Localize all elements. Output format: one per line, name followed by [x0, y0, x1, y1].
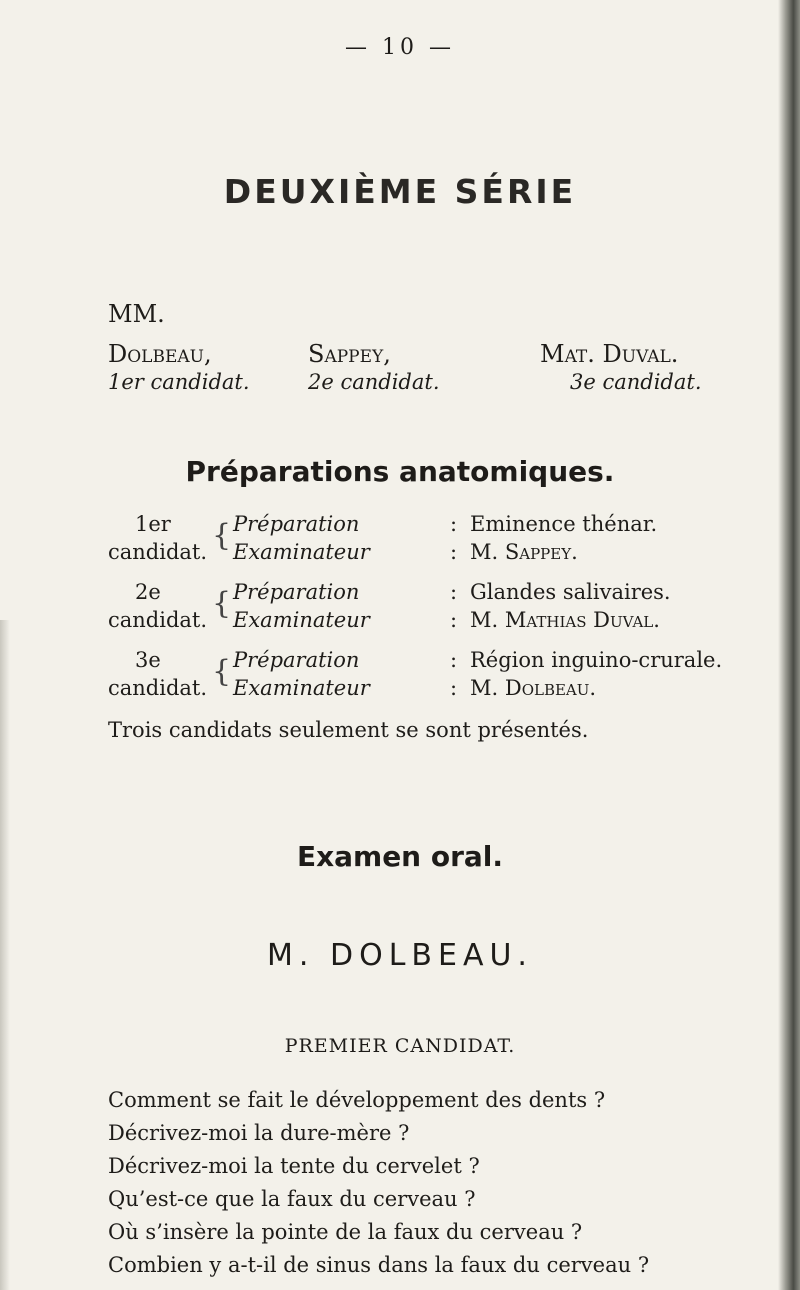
honorific: MM. [108, 300, 165, 328]
candidate-heading: PREMIER CANDIDAT. [284, 1035, 516, 1057]
preparation-entry [0, 648, 800, 708]
brace: { [212, 586, 232, 621]
candidate-name: Sappey, [308, 340, 391, 368]
colon: : [450, 676, 458, 700]
question-list [108, 1088, 708, 1286]
examiner-value: M. Dolbeau. [470, 676, 597, 700]
examiner-label: Examinateur [233, 676, 370, 700]
preparation-value: Eminence thénar. [470, 512, 658, 536]
question-item: Décrivez-moi la tente du cervelet ? [108, 1154, 480, 1178]
preparation-value: Région inguino-crurale. [470, 648, 723, 672]
candidate-rank: 3e candidat. [570, 370, 702, 394]
preparation-label: Préparation [233, 648, 360, 672]
candidate-label: candidat. [108, 540, 208, 564]
preparation-label: Préparation [233, 512, 360, 536]
candidate-number: 3e [135, 648, 161, 672]
oral-exam-title: Examen oral. [296, 840, 504, 873]
question-item: Où s’insère la pointe de la faux du cerveau ? [108, 1220, 583, 1244]
preparation-entry [0, 580, 800, 640]
candidate-number: 2e [135, 580, 161, 604]
attendance-note: Trois candidats seulement se sont présentés. [108, 718, 589, 742]
candidate-name: Dolbeau, [108, 340, 212, 368]
colon: : [450, 608, 458, 632]
examiner-label: Examinateur [233, 540, 370, 564]
preparation-value: Glandes salivaires. [470, 580, 671, 604]
candidate-number: 1er [135, 512, 171, 536]
examiner-value: M. Mathias Duval. [470, 608, 660, 632]
question-item: Décrivez-moi la dure-mère ? [108, 1121, 410, 1145]
series-title: DEUXIÈME SÉRIE [223, 172, 577, 211]
candidate-list [108, 340, 700, 410]
candidate-name: Mat. Duval. [540, 340, 679, 368]
colon: : [450, 580, 458, 604]
colon: : [450, 512, 458, 536]
candidate-rank: 1er candidat. [108, 370, 250, 394]
question-item: Qu’est-ce que la faux du cerveau ? [108, 1187, 476, 1211]
preparation-entry [0, 512, 800, 572]
preparation-label: Préparation [233, 580, 360, 604]
brace: { [212, 654, 232, 689]
question-item: Combien y a-t-il de sinus dans la faux du cerveau ? [108, 1253, 650, 1277]
examiner-heading: M. DOLBEAU. [267, 938, 533, 973]
page-number: — 10 — [345, 35, 455, 60]
colon: : [450, 648, 458, 672]
brace: { [212, 518, 232, 553]
colon: : [450, 540, 458, 564]
candidate-label: candidat. [108, 608, 208, 632]
examiner-value: M. Sappey. [470, 540, 578, 564]
question-item: Comment se fait le développement des dents ? [108, 1088, 606, 1112]
candidate-label: candidat. [108, 676, 208, 700]
examiner-label: Examinateur [233, 608, 370, 632]
section-title: Préparations anatomiques. [185, 455, 615, 488]
candidate-rank: 2e candidat. [308, 370, 440, 394]
